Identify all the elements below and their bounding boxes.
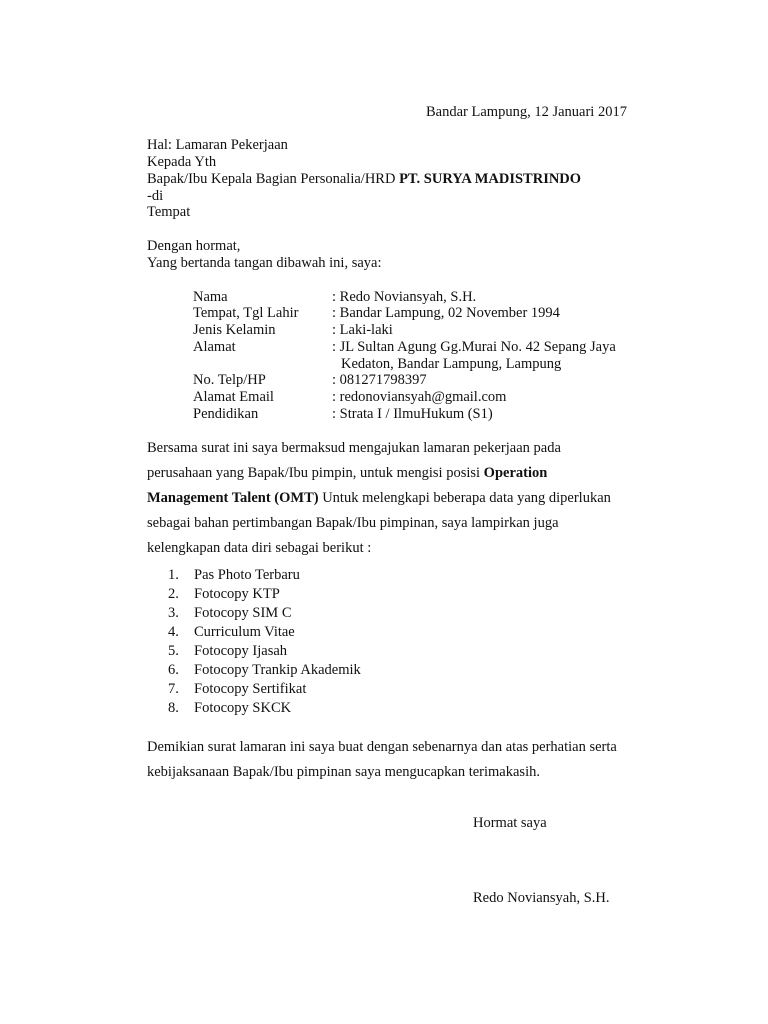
list-item bbox=[168, 699, 291, 717]
field-value: : Redo Noviansyah, S.H. bbox=[332, 289, 477, 305]
list-number: 3. bbox=[168, 605, 179, 621]
list-item bbox=[168, 642, 287, 660]
field-value: : Laki-laki bbox=[332, 322, 393, 338]
body-line-2-text: perusahaan yang Bapak/Ibu pimpin, untuk mengisi posisi bbox=[147, 465, 484, 481]
list-item bbox=[168, 604, 292, 622]
field-value: : 081271798397 bbox=[332, 372, 427, 388]
list-text: Fotocopy Ijasah bbox=[194, 643, 288, 659]
body-line-2 bbox=[147, 465, 547, 482]
list-item bbox=[168, 566, 300, 584]
field-label: Tempat, Tgl Lahir bbox=[193, 305, 299, 321]
list-number: 6. bbox=[168, 662, 179, 678]
field-value: : JL Sultan Agung Gg.Murai No. 42 Sepang Jaya bbox=[332, 339, 616, 355]
field-value-line2: Kedaton, Bandar Lampung, Lampung bbox=[341, 356, 562, 372]
position-name-part2: Management Talent (OMT) bbox=[147, 490, 319, 506]
field-phone bbox=[193, 372, 653, 389]
field-label: Pendidikan bbox=[193, 406, 259, 422]
field-label: Alamat bbox=[193, 339, 236, 355]
company-name: PT. SURYA MADISTRINDO bbox=[399, 171, 582, 187]
greeting: Dengan hormat, bbox=[147, 238, 241, 254]
field-name bbox=[193, 289, 653, 306]
salutation-to: Kepada Yth bbox=[147, 154, 217, 170]
list-number: 4. bbox=[168, 624, 179, 640]
list-number: 2. bbox=[168, 586, 179, 602]
place-date: Bandar Lampung, 12 Januari 2017 bbox=[426, 104, 627, 120]
field-label: Jenis Kelamin bbox=[193, 322, 276, 338]
list-text: Curriculum Vitae bbox=[194, 624, 295, 640]
field-value: : Strata I / IlmuHukum (S1) bbox=[332, 406, 493, 422]
body-line-4: sebagai bahan pertimbangan Bapak/Ibu pimpinan, saya lampirkan juga bbox=[147, 515, 559, 531]
body-line-5: kelengkapan data diri sebagai berikut : bbox=[147, 540, 372, 556]
list-text: Pas Photo Terbaru bbox=[194, 567, 300, 583]
recipient-title: Bapak/Ibu Kepala Bagian Personalia/HRD bbox=[147, 171, 400, 187]
field-address-cont bbox=[193, 356, 653, 373]
list-number: 7. bbox=[168, 681, 179, 697]
list-text: Fotocopy Trankip Akademik bbox=[194, 662, 361, 678]
body-line-3-text: Untuk melengkapi beberapa data yang diperlukan bbox=[318, 490, 611, 506]
field-gender bbox=[193, 322, 653, 339]
di-line: -di bbox=[147, 188, 164, 204]
list-text: Fotocopy SIM C bbox=[194, 605, 292, 621]
signatory-name: Redo Noviansyah, S.H. bbox=[473, 890, 610, 906]
list-item bbox=[168, 585, 280, 603]
field-education bbox=[193, 406, 653, 423]
field-label: Nama bbox=[193, 289, 228, 305]
place-line: Tempat bbox=[147, 204, 191, 220]
list-item bbox=[168, 661, 361, 679]
recipient-line bbox=[147, 171, 581, 188]
closing-line-2: kebijaksanaan Bapak/Ibu pimpinan saya mengucapkan terimakasih. bbox=[147, 764, 540, 780]
list-text: Fotocopy Sertifikat bbox=[194, 681, 307, 697]
body-line-3 bbox=[147, 490, 611, 507]
regards: Hormat saya bbox=[473, 815, 547, 831]
field-value: : Bandar Lampung, 02 November 1994 bbox=[332, 305, 560, 321]
field-birth bbox=[193, 305, 653, 322]
position-name-part1: Operation bbox=[483, 465, 548, 481]
subject-line: Hal: Lamaran Pekerjaan bbox=[147, 137, 288, 153]
list-item bbox=[168, 680, 306, 698]
list-item bbox=[168, 623, 295, 641]
list-number: 1. bbox=[168, 567, 179, 583]
list-number: 5. bbox=[168, 643, 179, 659]
field-label: No. Telp/HP bbox=[193, 372, 266, 388]
closing-line-1: Demikian surat lamaran ini saya buat dengan sebenarnya dan atas perhatian serta bbox=[147, 739, 617, 755]
body-line-1: Bersama surat ini saya bermaksud mengajukan lamaran pekerjaan pada bbox=[147, 440, 561, 456]
intro-line: Yang bertanda tangan dibawah ini, saya: bbox=[147, 255, 382, 271]
list-text: Fotocopy KTP bbox=[194, 586, 280, 602]
field-email bbox=[193, 389, 653, 406]
field-label: Alamat Email bbox=[193, 389, 274, 405]
list-number: 8. bbox=[168, 700, 179, 716]
field-value: : redonoviansyah@gmail.com bbox=[332, 389, 507, 405]
field-address bbox=[193, 339, 653, 356]
list-text: Fotocopy SKCK bbox=[194, 700, 292, 716]
